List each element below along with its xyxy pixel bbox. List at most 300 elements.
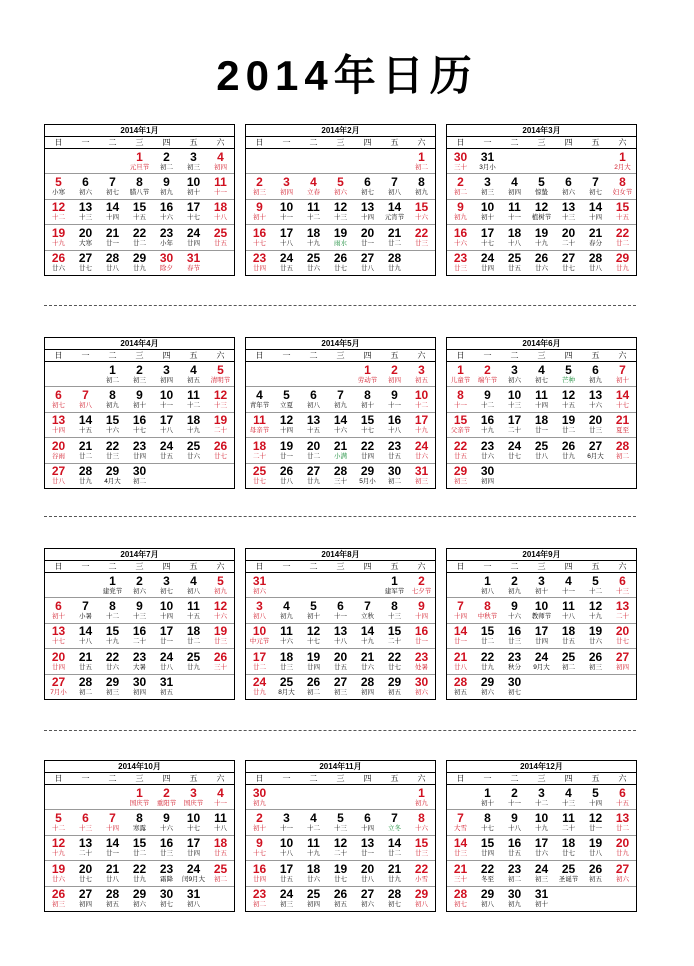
day-number: 13	[588, 388, 603, 403]
day-number: 26	[588, 861, 603, 876]
lunar-date: 初八	[253, 613, 266, 621]
week-row	[246, 362, 435, 387]
lunar-date: 十三	[388, 613, 401, 621]
day-number: 20	[615, 836, 630, 851]
day-cell	[381, 225, 408, 249]
lunar-date: 初三	[535, 875, 548, 883]
day-cell	[273, 464, 300, 488]
day-cell	[273, 200, 300, 224]
lunar-date: 廿八	[361, 875, 374, 883]
day-cell	[408, 624, 435, 648]
lunar-date: 十九	[589, 613, 602, 621]
lunar-date: 十八	[508, 239, 521, 247]
lunar-date: 廿五	[214, 850, 227, 858]
lunar-date: 端午节	[477, 376, 498, 384]
lunar-date: 6月大	[587, 452, 604, 460]
day-number: 27	[51, 464, 66, 479]
day-number: 17	[186, 836, 201, 851]
day-number: 13	[51, 413, 66, 428]
lunar-date: 廿七	[562, 265, 575, 273]
lunar-date: 初八	[481, 901, 494, 909]
lunar-date: 廿七	[616, 638, 629, 646]
weekday-label: 五	[189, 351, 198, 360]
lunar-date: 大寒	[79, 239, 92, 247]
day-cell	[501, 785, 528, 809]
day-cell	[99, 362, 126, 386]
lunar-date: 十七	[481, 825, 494, 833]
day-cell	[327, 624, 354, 648]
week-row	[447, 387, 636, 412]
empty-cell	[99, 149, 126, 173]
month-block	[44, 760, 235, 912]
lunar-date: 十四	[106, 214, 119, 222]
week-row	[447, 174, 636, 199]
day-number: 16	[414, 624, 429, 639]
day-number: 2	[391, 362, 398, 377]
day-cell	[153, 624, 180, 648]
lunar-date: 十四	[160, 613, 173, 621]
empty-cell	[408, 251, 435, 275]
day-number: 10	[507, 388, 522, 403]
lunar-date: 廿二	[253, 663, 266, 671]
day-number: 13	[615, 811, 630, 826]
weekday-label: 二	[108, 351, 117, 360]
lunar-date: 廿三	[454, 850, 467, 858]
lunar-date: 十一	[508, 799, 521, 807]
lunar-date: 十二	[415, 402, 428, 410]
weekday-label: 日	[456, 774, 465, 783]
day-number: 3	[283, 811, 290, 826]
lunar-date: 十六	[106, 427, 119, 435]
day-cell	[474, 438, 501, 462]
day-cell	[381, 624, 408, 648]
lunar-date: 除夕	[160, 265, 173, 273]
day-number: 14	[105, 836, 120, 851]
week-row	[447, 362, 636, 387]
week-row	[45, 649, 234, 674]
lunar-date: 十九	[307, 239, 320, 247]
lunar-date: 初三	[133, 376, 146, 384]
day-number: 24	[186, 225, 201, 240]
empty-cell	[273, 362, 300, 386]
day-cell	[273, 251, 300, 275]
day-cell	[474, 861, 501, 885]
day-cell	[447, 861, 474, 885]
lunar-date: 十五	[307, 427, 320, 435]
day-cell	[246, 675, 273, 699]
lunar-date: 初五	[106, 901, 119, 909]
day-number: 30	[480, 464, 495, 479]
week-row	[447, 785, 636, 810]
lunar-date: 十一	[160, 402, 173, 410]
lunar-date: 初九	[253, 799, 266, 807]
day-number: 20	[360, 225, 375, 240]
day-cell	[300, 387, 327, 411]
day-number: 9	[136, 599, 143, 614]
day-cell	[246, 225, 273, 249]
week-row	[246, 464, 435, 488]
weekday-label: 六	[417, 138, 426, 147]
day-cell	[246, 413, 273, 437]
lunar-date: 二十	[616, 613, 629, 621]
day-cell	[501, 387, 528, 411]
lunar-date: 3月小	[479, 163, 496, 171]
day-cell	[474, 225, 501, 249]
day-cell	[300, 861, 327, 885]
day-number: 15	[414, 200, 429, 215]
week-row	[246, 387, 435, 412]
day-cell	[99, 225, 126, 249]
day-number: 2	[457, 175, 464, 190]
day-number: 17	[186, 200, 201, 215]
lunar-date: 十一	[214, 189, 227, 197]
month-title: 2014年2月	[246, 125, 435, 137]
weekday-label: 四	[564, 351, 573, 360]
lunar-date: 十五	[133, 214, 146, 222]
lunar-date: 十九	[361, 638, 374, 646]
empty-cell	[72, 362, 99, 386]
day-number: 7	[457, 599, 464, 614]
day-number: 19	[51, 861, 66, 876]
lunar-date: 十五	[79, 427, 92, 435]
day-number: 24	[279, 887, 294, 902]
lunar-date: 廿三	[106, 452, 119, 460]
day-cell	[72, 836, 99, 860]
day-number: 26	[51, 251, 66, 266]
day-cell	[501, 675, 528, 699]
day-number: 13	[78, 200, 93, 215]
day-cell	[180, 225, 207, 249]
empty-cell	[609, 464, 636, 488]
week-row	[45, 810, 234, 835]
day-number: 26	[279, 464, 294, 479]
day-cell	[126, 225, 153, 249]
day-cell	[327, 810, 354, 834]
lunar-date: 谷雨	[52, 452, 65, 460]
day-number: 22	[387, 649, 402, 664]
lunar-date: 廿五	[508, 265, 521, 273]
day-cell	[246, 464, 273, 488]
day-cell	[447, 362, 474, 386]
day-cell	[207, 362, 234, 386]
day-cell	[327, 413, 354, 437]
day-cell	[354, 251, 381, 275]
lunar-date: 十七	[253, 850, 266, 858]
weekday-label: 三	[336, 774, 345, 783]
lunar-date: 元宵节	[384, 214, 405, 222]
day-cell	[126, 149, 153, 173]
lunar-date: 初二	[133, 478, 146, 486]
lunar-date: 廿三	[508, 638, 521, 646]
day-number: 21	[105, 861, 120, 876]
lunar-date: 初六	[508, 376, 521, 384]
day-cell	[45, 836, 72, 860]
lunar-date: 廿二	[133, 850, 146, 858]
lunar-date: 初七	[106, 189, 119, 197]
lunar-date: 十二	[187, 402, 200, 410]
empty-cell	[72, 573, 99, 597]
day-cell	[447, 464, 474, 488]
day-number: 1	[457, 362, 464, 377]
day-number: 15	[414, 836, 429, 851]
day-cell	[45, 861, 72, 885]
weekday-label: 四	[162, 351, 171, 360]
lunar-date: 廿四	[361, 452, 374, 460]
lunar-date: 十六	[508, 613, 521, 621]
day-number: 5	[592, 573, 599, 588]
lunar-date: 廿三	[589, 427, 602, 435]
lunar-date: 廿四	[481, 850, 494, 858]
day-number: 19	[534, 225, 549, 240]
day-number: 26	[588, 649, 603, 664]
lunar-date: 2月大	[614, 163, 631, 171]
day-cell	[72, 598, 99, 622]
lunar-date: 十二	[52, 825, 65, 833]
day-number: 29	[480, 675, 495, 690]
week-row	[45, 149, 234, 174]
day-number: 9	[256, 200, 263, 215]
day-cell	[300, 200, 327, 224]
empty-cell	[501, 464, 528, 488]
day-cell	[207, 649, 234, 673]
lunar-date: 初六	[334, 189, 347, 197]
day-cell	[273, 675, 300, 699]
day-number: 3	[190, 785, 197, 800]
day-cell	[99, 200, 126, 224]
day-number: 6	[364, 811, 371, 826]
lunar-date: 廿九	[616, 850, 629, 858]
weekday-header	[45, 561, 234, 573]
empty-cell	[300, 573, 327, 597]
lunar-date: 雨水	[334, 239, 347, 247]
day-number: 12	[213, 388, 228, 403]
day-cell	[447, 149, 474, 173]
weekday-label: 四	[363, 562, 372, 571]
day-cell	[501, 413, 528, 437]
day-number: 14	[453, 624, 468, 639]
weekday-label: 四	[363, 774, 372, 783]
day-cell	[72, 251, 99, 275]
empty-cell	[327, 785, 354, 809]
day-cell	[354, 887, 381, 911]
weekday-label: 四	[363, 138, 372, 147]
lunar-date: 十三	[79, 825, 92, 833]
day-cell	[555, 438, 582, 462]
day-cell	[501, 861, 528, 885]
day-cell	[99, 887, 126, 911]
weekday-label: 一	[483, 562, 492, 571]
lunar-date: 十六	[415, 825, 428, 833]
lunar-date: 初七	[388, 901, 401, 909]
lunar-date: 廿五	[562, 638, 575, 646]
empty-cell	[45, 149, 72, 173]
day-number: 27	[360, 251, 375, 266]
week-row	[246, 887, 435, 911]
lunar-date: 十一	[508, 214, 521, 222]
lunar-date: 初六	[616, 875, 629, 883]
day-number: 9	[163, 175, 170, 190]
day-cell	[45, 598, 72, 622]
empty-cell	[180, 675, 207, 699]
day-cell	[180, 598, 207, 622]
day-number: 5	[565, 362, 572, 377]
day-number: 15	[615, 200, 630, 215]
day-number: 1	[484, 573, 491, 588]
day-cell	[180, 810, 207, 834]
day-number: 17	[507, 413, 522, 428]
lunar-date: 初三	[334, 689, 347, 697]
day-number: 10	[159, 388, 174, 403]
day-number: 8	[364, 388, 371, 403]
day-number: 5	[55, 811, 62, 826]
day-cell	[501, 836, 528, 860]
lunar-date: 初十	[481, 214, 494, 222]
lunar-date: 小年	[160, 239, 173, 247]
day-cell	[582, 598, 609, 622]
lunar-date: 廿九	[616, 265, 629, 273]
week-row	[246, 649, 435, 674]
day-cell	[72, 387, 99, 411]
week-row	[447, 861, 636, 886]
lunar-date: 十三	[334, 825, 347, 833]
lunar-date: 廿九	[133, 875, 146, 883]
day-cell	[354, 810, 381, 834]
lunar-date: 建党节	[102, 587, 123, 595]
day-number: 12	[51, 836, 66, 851]
day-cell	[126, 413, 153, 437]
lunar-date: 二十	[388, 638, 401, 646]
day-number: 11	[307, 836, 320, 851]
day-cell	[582, 861, 609, 885]
day-cell	[327, 861, 354, 885]
day-number: 31	[186, 251, 201, 266]
lunar-date: 十八	[160, 427, 173, 435]
day-cell	[555, 362, 582, 386]
lunar-date: 廿四	[52, 663, 65, 671]
lunar-date: 初十	[616, 376, 629, 384]
day-cell	[609, 174, 636, 198]
day-number: 18	[186, 413, 201, 428]
lunar-date: 初十	[253, 214, 266, 222]
day-number: 13	[51, 624, 66, 639]
lunar-date: 廿二	[133, 239, 146, 247]
day-cell	[126, 464, 153, 488]
day-cell	[528, 174, 555, 198]
day-number: 19	[279, 438, 294, 453]
day-cell	[300, 464, 327, 488]
day-cell	[408, 200, 435, 224]
lunar-date: 十三	[508, 402, 521, 410]
day-number: 4	[283, 599, 290, 614]
day-number: 15	[480, 624, 495, 639]
day-cell	[474, 413, 501, 437]
lunar-date: 立春	[307, 189, 320, 197]
day-cell	[72, 887, 99, 911]
lunar-date: 初五	[589, 875, 602, 883]
day-number: 1	[109, 362, 116, 377]
weekday-label: 二	[510, 562, 519, 571]
lunar-date: 廿二	[307, 452, 320, 460]
day-number: 22	[105, 438, 120, 453]
day-cell	[555, 225, 582, 249]
lunar-date: 初七	[508, 689, 521, 697]
month-title: 2014年4月	[45, 338, 234, 350]
day-number: 8	[418, 175, 425, 190]
month-block	[44, 124, 235, 276]
lunar-date: 十九	[307, 850, 320, 858]
lunar-date: 廿六	[589, 638, 602, 646]
day-cell	[582, 836, 609, 860]
day-cell	[474, 675, 501, 699]
empty-cell	[447, 573, 474, 597]
day-cell	[447, 675, 474, 699]
lunar-date: 初七	[454, 901, 467, 909]
lunar-date: 芒种	[562, 376, 575, 384]
day-cell	[555, 785, 582, 809]
day-number: 15	[132, 836, 147, 851]
lunar-date: 初六	[133, 901, 146, 909]
lunar-date: 十六	[334, 427, 347, 435]
day-number: 20	[561, 225, 576, 240]
day-number: 9	[391, 388, 398, 403]
day-number: 8	[418, 811, 425, 826]
lunar-date: 惊蛰	[535, 189, 548, 197]
empty-cell	[354, 573, 381, 597]
lunar-date: 十四	[106, 825, 119, 833]
day-number: 21	[78, 438, 93, 453]
day-number: 27	[306, 464, 321, 479]
day-number: 25	[306, 887, 321, 902]
day-cell	[582, 649, 609, 673]
day-number: 31	[534, 887, 549, 902]
day-number: 23	[252, 251, 267, 266]
day-cell	[474, 174, 501, 198]
empty-cell	[555, 887, 582, 911]
lunar-date: 廿九	[388, 875, 401, 883]
lunar-date: 初四	[388, 376, 401, 384]
day-number: 16	[252, 861, 267, 876]
day-number: 28	[615, 438, 630, 453]
day-cell	[99, 598, 126, 622]
row-divider	[44, 305, 636, 306]
lunar-date: 十四	[280, 427, 293, 435]
lunar-date: 廿六	[106, 663, 119, 671]
lunar-date: 初七	[52, 402, 65, 410]
empty-cell	[528, 149, 555, 173]
day-cell	[99, 387, 126, 411]
weekday-label: 日	[54, 351, 63, 360]
day-number: 12	[534, 200, 549, 215]
lunar-date: 廿六	[415, 452, 428, 460]
day-number: 20	[333, 649, 348, 664]
day-cell	[273, 810, 300, 834]
day-cell	[153, 810, 180, 834]
day-number: 7	[619, 362, 626, 377]
day-cell	[126, 598, 153, 622]
weekday-label: 日	[54, 774, 63, 783]
day-cell	[153, 649, 180, 673]
lunar-date: 廿六	[187, 452, 200, 460]
lunar-date: 廿六	[307, 265, 320, 273]
day-cell	[474, 464, 501, 488]
day-number: 6	[310, 388, 317, 403]
day-cell	[273, 861, 300, 885]
day-cell	[99, 810, 126, 834]
lunar-date: 廿四	[187, 239, 200, 247]
day-cell	[72, 200, 99, 224]
lunar-date: 初九	[415, 189, 428, 197]
day-number: 16	[132, 413, 147, 428]
